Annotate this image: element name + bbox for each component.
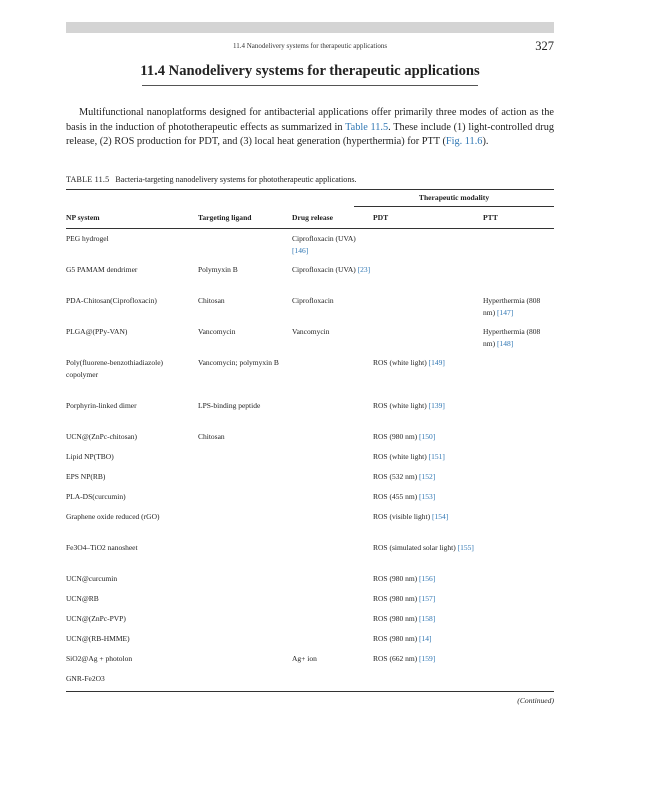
cell-np-system-text: G5 PAMAM dendrimer (66, 265, 138, 274)
cell-pdt (373, 573, 485, 585)
paragraph-text-1: Multifunctional nanoplatforms designed for antibacterial applications offer primarily three modes of action as the basis in the induction of phototherapeutic effects as summarized in (66, 107, 554, 133)
reference-link[interactable]: [149] (428, 358, 445, 367)
table-caption-text: Bacteria-targeting nanodelivery systems for phototherapeutic applications. (115, 175, 357, 184)
cell-pdt-text: ROS (white light) (373, 452, 427, 461)
cell-pdt (373, 400, 485, 412)
table-label: TABLE 11.5 (66, 175, 110, 184)
header-pdt: PDT (373, 213, 389, 222)
cell-drug-release-text: Vancomycin (292, 327, 330, 336)
cell-targeting-ligand (198, 326, 290, 338)
cell-np-system-text: Fe3O4–TiO2 nanosheet (66, 543, 138, 552)
cell-pdt-text: ROS (532 nm) (373, 472, 418, 481)
cell-np-system (66, 633, 196, 645)
cell-ptt-text: Hyperthermia (808 nm) (483, 296, 541, 317)
page-number: 327 (535, 39, 554, 53)
cell-np-system (66, 542, 196, 554)
reference-link[interactable]: [23] (357, 265, 371, 274)
cell-pdt (373, 653, 485, 665)
cell-targeting-ligand (198, 295, 290, 307)
cell-pdt (373, 431, 485, 443)
cell-pdt (373, 511, 485, 523)
cell-targeting-ligand-text: Chitosan (198, 296, 225, 305)
cell-np-system-text: SiO2@Ag + photolon (66, 654, 133, 663)
cell-np-system (66, 491, 196, 503)
cell-drug-release (292, 233, 372, 256)
top-gray-bar (66, 22, 554, 33)
cell-np-system-text: PEG hydrogel (66, 234, 109, 243)
cell-np-system (66, 593, 196, 605)
cell-targeting-ligand-text: Polymyxin B (198, 265, 238, 274)
paragraph-text-2: . These include (1) light-controlled drug release, (2) ROS production for PDT, and (3) local heat generation (hyperthermia) for PTT ( (66, 121, 554, 147)
cell-np-system-text: UCN@(ZnPc-PVP) (66, 614, 126, 623)
reference-link[interactable]: [146] (292, 245, 309, 255)
cell-np-system-text: Graphene oxide reduced (rGO) (66, 512, 160, 521)
cell-drug-release-text: Ciprofloxacin (UVA) (292, 265, 356, 274)
cell-pdt-text: ROS (980 nm) (373, 614, 418, 623)
cell-drug-release-text: Ciprofloxacin (292, 296, 334, 305)
cell-np-system (66, 673, 196, 685)
cell-ptt-text: Hyperthermia (808 nm) (483, 327, 541, 348)
header-np-system: NP system (66, 213, 100, 222)
cell-np-system-text: GNR-Fe2O3 (66, 674, 105, 683)
cell-np-system (66, 295, 196, 307)
cell-targeting-ligand-text: LPS-binding peptide (198, 401, 261, 410)
cell-pdt-text: ROS (980 nm) (373, 574, 418, 583)
cell-np-system (66, 471, 196, 483)
cell-targeting-ligand (198, 431, 290, 443)
cell-targeting-ligand (198, 400, 290, 412)
reference-link[interactable]: [139] (428, 401, 445, 410)
cell-targeting-ligand (198, 357, 290, 369)
cell-pdt-text: ROS (simulated solar light) (373, 543, 456, 552)
cell-drug-release-text: Ciprofloxacin (UVA) (292, 234, 356, 243)
cell-pdt-text: ROS (980 nm) (373, 432, 418, 441)
table-bottom-rule (66, 691, 554, 692)
cell-np-system (66, 511, 196, 523)
cell-pdt (373, 593, 485, 605)
reference-link[interactable]: [147] (496, 307, 514, 317)
cell-pdt-text: ROS (980 nm) (373, 634, 418, 643)
table-caption (66, 175, 357, 184)
reference-link[interactable]: [150] (419, 432, 436, 441)
reference-link[interactable]: [158] (419, 614, 436, 623)
cell-np-system (66, 357, 196, 380)
cell-pdt-text: ROS (980 nm) (373, 594, 418, 603)
cell-np-system (66, 653, 196, 665)
group-header-rule (354, 206, 554, 207)
section-title: 11.4 Nanodelivery systems for therapeutic applications (140, 63, 480, 79)
cell-pdt-text: ROS (white light) (373, 358, 427, 367)
cell-np-system-text: EPS NP(RB) (66, 472, 106, 481)
reference-link[interactable]: [153] (419, 492, 436, 501)
reference-link[interactable]: [155] (457, 543, 474, 552)
cell-ptt (483, 295, 554, 318)
cell-np-system-text: UCN@(RB-HMME) (66, 634, 130, 643)
body-paragraph (66, 106, 554, 149)
cell-np-system-text: UCN@curcumin (66, 574, 118, 583)
cell-targeting-ligand-text: Vancomycin (198, 327, 236, 336)
cell-ptt (483, 326, 554, 349)
cell-drug-release (292, 295, 372, 307)
header-ptt: PTT (483, 213, 498, 222)
table-11-5-link[interactable]: Table 11.5 (345, 121, 389, 133)
cell-np-system-text: UCN@RB (66, 594, 99, 603)
cell-np-system-text: PLA-DS(curcumin) (66, 492, 126, 501)
cell-np-system-text: Lipid NP(TBO) (66, 452, 114, 461)
reference-link[interactable]: [154] (431, 512, 449, 521)
cell-np-system (66, 326, 196, 338)
cell-np-system-text: PLGA@(PPy-VAN) (66, 327, 128, 336)
running-head-title: 11.4 Nanodelivery systems for therapeutic applications (232, 42, 388, 50)
table-top-rule (66, 189, 554, 190)
continued-note: (Continued) (517, 696, 554, 705)
cell-pdt (373, 451, 485, 463)
cell-pdt (373, 542, 485, 554)
cell-pdt (373, 491, 485, 503)
cell-drug-release (292, 326, 372, 338)
cell-np-system-text: Porphyrin-linked dimer (66, 401, 137, 410)
running-head (66, 39, 554, 53)
reference-link[interactable]: [152] (419, 472, 436, 481)
cell-pdt (373, 471, 485, 483)
cell-drug-release (292, 653, 372, 665)
reference-link[interactable]: [151] (428, 452, 445, 461)
cell-pdt (373, 633, 485, 645)
cell-pdt-text: ROS (662 nm) (373, 654, 418, 663)
cell-np-system (66, 400, 196, 412)
cell-pdt-text: ROS (white light) (373, 401, 427, 410)
cell-np-system-text: UCN@(ZnPc-chitosan) (66, 432, 138, 441)
cell-np-system-text: PDA-Chitosan(Ciprofloxacin) (66, 296, 157, 305)
cell-targeting-ligand (198, 264, 290, 276)
title-underline (142, 85, 478, 86)
header-targeting-ligand: Targeting ligand (198, 213, 252, 222)
cell-pdt (373, 613, 485, 625)
reference-link[interactable]: [14] (419, 634, 432, 643)
reference-link[interactable]: [159] (419, 654, 436, 663)
cell-np-system (66, 233, 196, 245)
reference-link[interactable]: [157] (419, 594, 436, 603)
cell-drug-release (292, 264, 372, 276)
cell-np-system (66, 573, 196, 585)
cell-drug-release-text: Ag+ ion (292, 654, 317, 663)
header-drug-release: Drug release (292, 213, 333, 222)
cell-pdt (373, 357, 485, 369)
cell-np-system (66, 264, 196, 276)
reference-link[interactable]: [156] (419, 574, 436, 583)
cell-np-system-text: Poly(fluorene-benzothiadiazole) copolymer (66, 358, 164, 379)
cell-np-system (66, 431, 196, 443)
paragraph-text-3: ). (482, 135, 489, 147)
cell-pdt-text: ROS (455 nm) (373, 492, 418, 501)
fig-11-6-link[interactable]: Fig. 11.6 (445, 135, 483, 147)
cell-pdt-text: ROS (visible light) (373, 512, 431, 521)
cell-targeting-ligand-text: Chitosan (198, 432, 225, 441)
cell-targeting-ligand-text: Vancomycin; polymyxin B (198, 358, 279, 367)
reference-link[interactable]: [148] (496, 338, 514, 348)
cell-np-system (66, 613, 196, 625)
therapeutic-modality-header: Therapeutic modality (418, 193, 490, 202)
table-header-rule (66, 228, 554, 229)
cell-np-system (66, 451, 196, 463)
